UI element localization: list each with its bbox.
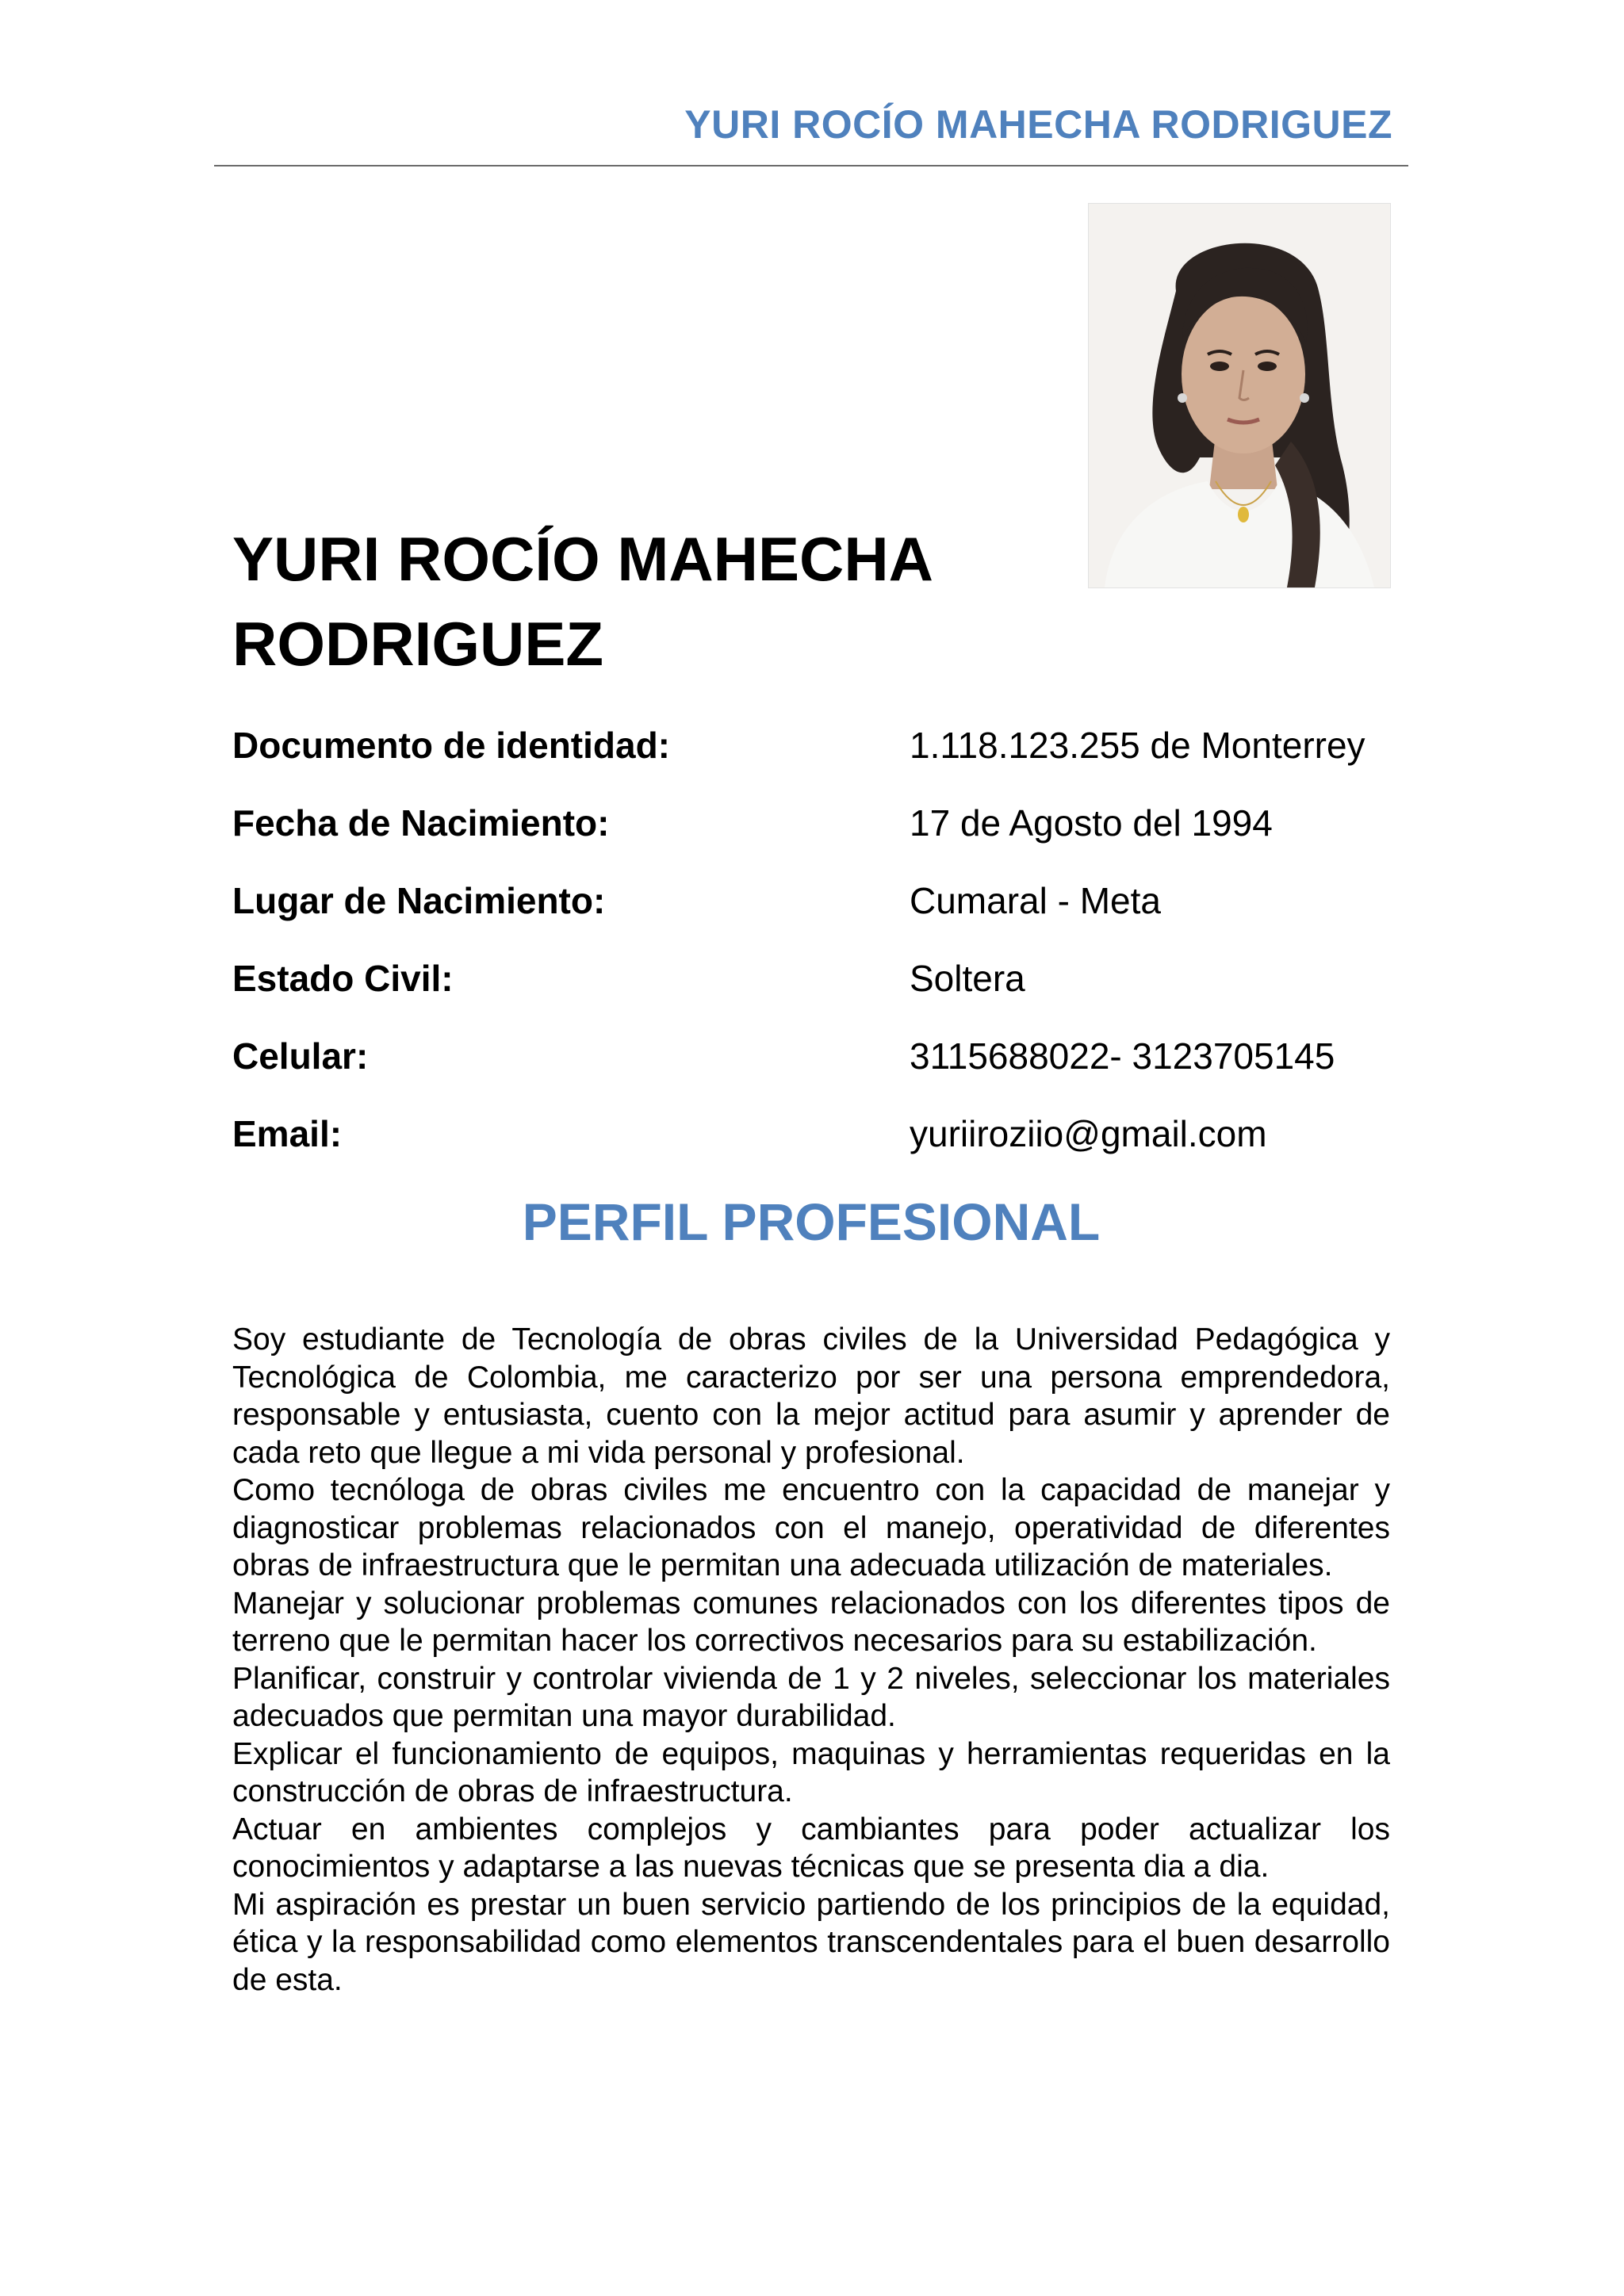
- info-row-celular: [232, 1032, 1390, 1080]
- profile-paragraph: Manejar y solucionar problemas comunes relacionados con los diferentes tipos de terreno que le permitan hacer los correctivos necesarios para su estabilización.: [232, 1586, 1390, 1658]
- header-divider: [214, 165, 1408, 166]
- profile-paragraph: Soy estudiante de Tecnología de obras civiles de la Universidad Pedagógica y Tecnológica de Colombia, me caracterizo por ser una persona emprendedora, responsable y entusiasta, cuento con la mejor actitud para asumir y aprender de cada reto que llegue a mi vida personal y profesional.: [232, 1322, 1390, 1470]
- info-row-email: [232, 1110, 1390, 1158]
- info-label: Estado Civil:: [232, 958, 454, 999]
- info-value: 17 de Agosto del 1994: [910, 802, 1273, 844]
- profile-paragraph: Planificar, construir y controlar vivienda de 1 y 2 niveles, seleccionar los materiales adecuados que permitan una mayor durabilidad.: [232, 1661, 1390, 1733]
- profile-paragraph: Explicar el funcionamiento de equipos, maquinas y herramientas requeridas en la construcción de obras de infraestructura.: [232, 1736, 1390, 1808]
- info-label: Documento de identidad:: [232, 725, 670, 766]
- portrait-illustration: [1089, 204, 1390, 587]
- running-header-title: YURI ROCÍO MAHECHA RODRIGUEZ: [684, 102, 1392, 147]
- info-label: Lugar de Nacimiento:: [232, 880, 606, 921]
- info-value: 3115688022- 3123705145: [910, 1035, 1335, 1077]
- info-row-lugar-nacimiento: [232, 877, 1390, 924]
- info-value: Soltera: [910, 958, 1025, 999]
- info-label: Fecha de Nacimiento:: [232, 802, 610, 844]
- running-header: [214, 101, 1392, 147]
- info-row-documento: [232, 721, 1390, 769]
- info-value: 1.118.123.255 de Monterrey: [910, 725, 1365, 766]
- person-name: [232, 517, 1105, 687]
- info-value: yuriiroziio@gmail.com: [910, 1113, 1267, 1154]
- info-label: Celular:: [232, 1035, 369, 1077]
- person-name-line1: YURI ROCÍO MAHECHA: [232, 524, 934, 594]
- person-name-line2: RODRIGUEZ: [232, 609, 603, 679]
- info-row-estado-civil: [232, 955, 1390, 1002]
- section-title-perfil: PERFIL PROFESIONAL: [522, 1192, 1101, 1251]
- info-value: Cumaral - Meta: [910, 880, 1161, 921]
- profile-paragraph: Mi aspiración es prestar un buen servicio partiendo de los principios de la equidad, ética y la responsabilidad como elementos transcendentales para el buen desarrollo de esta.: [232, 1887, 1390, 1997]
- portrait-photo: [1088, 203, 1391, 588]
- info-label: Email:: [232, 1113, 343, 1154]
- profile-body: [232, 1321, 1390, 1999]
- info-row-fecha-nacimiento: [232, 799, 1390, 847]
- profile-paragraph: Actuar en ambientes complejos y cambiantes para poder actualizar los conocimientos y adaptarse a las nuevas técnicas que se presenta dia a dia.: [232, 1812, 1390, 1884]
- profile-paragraph: Como tecnóloga de obras civiles me encuentro con la capacidad de manejar y diagnosticar problemas relacionados con el manejo, operatividad de diferentes obras de infraestructura que le permitan una adecuada utilización de materiales.: [232, 1473, 1390, 1582]
